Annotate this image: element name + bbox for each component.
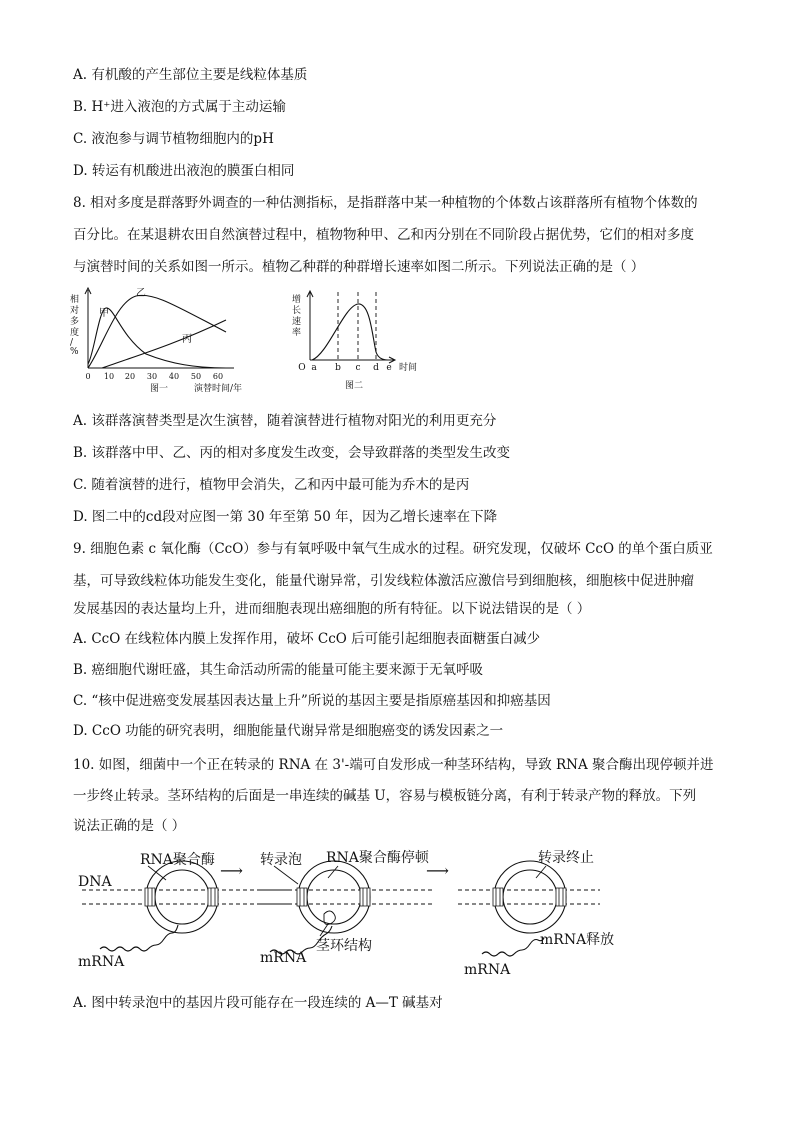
q8-stem-line-2: 百分比。在某退耕农田自然演替过程中，植物物种甲、乙和丙分别在不同阶段占据优势，它们的相对多度 — [73, 227, 694, 243]
polymerase-inner — [155, 870, 209, 924]
mrna-strand — [482, 938, 544, 956]
fig1-ylabel-char: % — [70, 347, 79, 357]
fig1-ylabel-unit: / — [70, 338, 74, 348]
panel-polymerase-pause — [260, 849, 432, 966]
bubble-edge-right — [556, 888, 566, 906]
panel-termination — [458, 850, 614, 978]
label-polymerase-pause: RNA聚合酶停顿 — [326, 850, 429, 866]
polymerase-outer — [494, 861, 566, 933]
fig1-xtick: 50 — [190, 372, 202, 381]
fig1-ylabel-char: 对 — [70, 306, 80, 316]
q8-option-b: B. 该群落中甲、乙、丙的相对多度发生改变，会导致群落的类型发生改变 — [73, 445, 511, 461]
fig2-ylabel-char: 长 — [292, 306, 302, 316]
fig2-xlabel: 时间 — [398, 363, 418, 373]
fig2-xtick: e — [386, 363, 392, 373]
q10-stem-line-2: 一步终止转录。茎环结构的后面是一串连续的碱基 U，容易与模板链分离，有利于转录产物的释放。下列 — [73, 788, 697, 804]
fig2-xtick: c — [355, 363, 361, 373]
arrow-2: ⟶ — [426, 861, 449, 880]
label-stem-loop: 茎环结构 — [316, 938, 372, 954]
q7-option-d: D. 转运有机酸进出液泡的膜蛋白相同 — [73, 163, 295, 179]
bubble-edge-right — [208, 888, 218, 906]
q8-option-d: D. 图二中的cd段对应图一第 30 年至第 50 年，因为乙增长速率在下降 — [73, 509, 498, 525]
fig1-xlabel: 演替时间/年 — [194, 384, 243, 394]
label-transcription-bubble: 转录泡 — [260, 852, 302, 868]
q9-stem-line-2: 基，可导致线粒体功能发生变化，能量代谢异常，引发线粒体激活应激信号到细胞核，细胞核中促进肿瘤 — [73, 573, 694, 589]
fig1-ylabel-char: 多 — [70, 317, 80, 327]
bubble-edge-left — [493, 888, 503, 906]
label-mrna: mRNA — [260, 950, 307, 966]
label-dna: DNA — [78, 874, 112, 890]
fig1-xtick: 30 — [146, 372, 158, 381]
arrow-1: ⟶ — [220, 861, 243, 880]
q9-stem-line-3: 发展基因的表达量均上升，进而细胞表现出癌细胞的所有特征。以下说法错误的是（ ） — [73, 601, 591, 617]
q10-stem-line-3: 说法正确的是（ ） — [73, 818, 186, 834]
q10-option-a: A. 图中转录泡中的基因片段可能存在一段连续的 A—T 碱基对 — [73, 995, 443, 1011]
fig2-growth-curve — [312, 304, 388, 360]
pointer-line — [320, 924, 328, 936]
q9-option-b: B. 癌细胞代谢旺盛，其生命活动所需的能量可能主要来源于无氧呼吸 — [73, 662, 484, 678]
fig1-xtick: 60 — [212, 372, 224, 381]
fig2-xtick: b — [335, 363, 341, 373]
bubble-edge-left — [297, 888, 307, 906]
figure-transcription-termination — [70, 844, 730, 984]
fig2-xtick: d — [373, 363, 379, 373]
pointer-line — [274, 866, 298, 884]
fig1-ylabel-char: 度 — [70, 328, 80, 338]
q8-option-c: C. 随着演替的进行，植物甲会消失，乙和丙中最可能为乔木的是丙 — [73, 477, 470, 493]
fig1-xtick: 10 — [103, 372, 115, 381]
fig2-caption: 图二 — [344, 381, 364, 391]
q10-stem-line-1: 10. 如图，细菌中一个正在转录的 RNA 在 3'-端可自发形成一种茎环结构，导致 RNA 聚合酶出现停顿并进 — [73, 757, 714, 773]
fig2-ylabel-char: 率 — [292, 328, 302, 338]
label-rna-polymerase: RNA聚合酶 — [140, 852, 215, 868]
polymerase-outer — [298, 861, 370, 933]
label-mrna: mRNA — [464, 962, 511, 978]
fig1-label-jia: 甲 — [99, 308, 109, 319]
fig2-xtick: a — [311, 363, 317, 373]
fig1-label-bing: 丙 — [182, 334, 192, 345]
polymerase-inner — [503, 870, 557, 924]
label-mrna-release: mRNA释放 — [540, 932, 615, 948]
q8-stem-line-1: 8. 相对多度是群落野外调查的一种估测指标，是指群落中某一种植物的个体数占该群落所有植物个体数的 — [73, 195, 698, 211]
label-mrna: mRNA — [78, 954, 125, 970]
bubble-edge-left — [145, 888, 155, 906]
fig1-xtick: 0 — [85, 372, 91, 381]
panel-rna-polymerase — [78, 852, 288, 970]
polymerase-outer — [146, 861, 218, 933]
fig2-origin: O — [298, 363, 306, 373]
q9-option-d: D. CcO 功能的研究表明，细胞能量代谢异常是细胞癌变的诱发因素之一 — [73, 723, 504, 739]
fig1-curve-bing — [102, 320, 226, 368]
q8-stem-line-3: 与演替时间的关系如图一所示。植物乙种群的种群增长速率如图二所示。下列说法正确的是（ ） — [73, 259, 645, 275]
q8-option-a: A. 该群落演替类型是次生演替，随着演替进行植物对阳光的利用更充分 — [73, 413, 497, 429]
fig1-caption: 图一 — [150, 384, 169, 394]
pointer-line — [328, 866, 338, 878]
fig1-ylabel-char: 相 — [70, 295, 80, 305]
fig2-ylabel-char: 增 — [292, 295, 302, 305]
fig1-label-yi: 乙 — [136, 288, 146, 299]
q9-stem-line-1: 9. 细胞色素 c 氧化酶（CcO）参与有氧呼吸中氧气生成水的过程。研究发现，仅破坏 CcO 的单个蛋白质亚 — [73, 541, 713, 557]
label-termination: 转录终止 — [538, 850, 594, 866]
polymerase-inner — [307, 870, 361, 924]
q9-option-a: A. CcO 在线粒体内膜上发挥作用，破坏 CcO 后可能引起细胞表面糖蛋白减少 — [73, 631, 541, 647]
fig1-curve-yi — [88, 295, 226, 368]
fig2-ylabel-char: 速 — [292, 317, 302, 327]
figure-1-relative-abundance — [66, 284, 262, 396]
figure-2-growth-rate — [286, 288, 436, 394]
q9-option-c: C. “核中促进癌变发展基因表达量上升”所说的基因主要是指原癌基因和抑癌基因 — [73, 693, 551, 709]
q7-option-a: A. 有机酸的产生部位主要是线粒体基质 — [73, 67, 308, 83]
q7-option-b: B. H⁺进入液泡的方式属于主动运输 — [73, 99, 286, 115]
bubble-edge-right — [360, 888, 370, 906]
fig1-xtick: 20 — [124, 372, 136, 381]
fig1-xtick: 40 — [168, 372, 180, 381]
q7-option-c: C. 液泡参与调节植物细胞内的pH — [73, 131, 274, 147]
